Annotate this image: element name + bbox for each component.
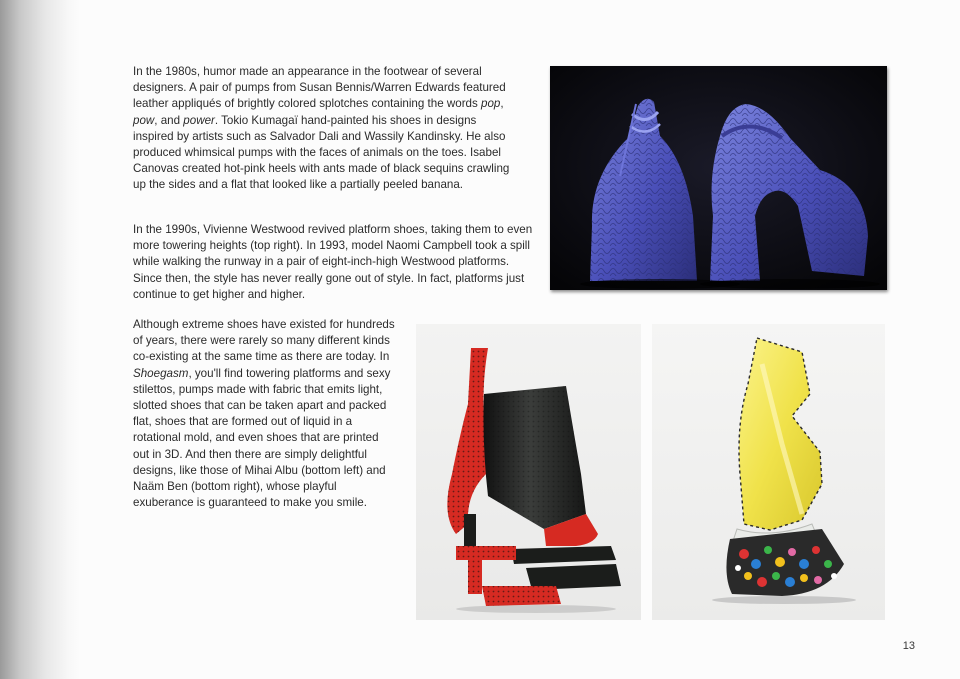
paragraph-extreme-shoes — [133, 317, 395, 511]
italic-text: power — [183, 113, 215, 127]
paragraph-1980s — [133, 64, 513, 194]
italic-text: pop — [481, 97, 501, 111]
text-run: , and — [154, 113, 184, 127]
text-run: . Tokio Kumagaï hand-painted his shoes in designs inspired by artists such as Salvador Dali and Wassily Kandinsky. He also produced whimsical pumps with the faces of animals on the toes. Isabel Canovas created hot-pink heels with ants made of black sequins crawling up the sides and a flat that looked like a partially peeled banana. — [133, 113, 510, 192]
text-run: , you'll find towering platforms and sexy stilettos, pumps made with fabric that emits light, slotted shoes that can be taken apart and packed flat, shoes that are formed out of liquid in a rotational mold, and even shoes that are printed out in 3D. And then there are simply delightful designs, like those of Mihai Albu (bottom left) and Naäm Ben (bottom right), whose playful exuberance is guaranteed to make you smile. — [133, 366, 391, 510]
italic-text: pow — [133, 113, 155, 127]
book-gutter-shadow — [0, 0, 80, 679]
blue-platform-shoes-illustration — [550, 66, 887, 290]
text-run: In the 1980s, humor made an appearance in the footwear of several designers. A pair of pumps from Susan Bennis/Warren Edwards featured leather appliqués of brightly colored splotches containing the words — [133, 65, 506, 111]
photo-yellow-toy-wedge — [652, 324, 885, 620]
photo-blue-platform-shoes — [550, 66, 887, 290]
paragraph-1990s — [133, 222, 533, 303]
text-run: Although extreme shoes have existed for hundreds of years, there were rarely so many different kinds co-existing at the same time as there are today. In — [133, 318, 395, 364]
yellow-toy-wedge-illustration — [652, 324, 885, 620]
text-run: In the 1990s, Vivienne Westwood revived platform shoes, taking them to even more towering heights (top right). In 1993, model Naomi Campbell took a spill while walking the runway in a pair of eight-inch-high Westwood platforms. Since then, the style has never really gone out of style. In fact, platforms just continue to get higher and higher. — [133, 223, 533, 301]
page-number: 13 — [902, 640, 915, 652]
red-black-boot-illustration — [416, 324, 641, 620]
text-run: , — [500, 97, 504, 111]
italic-text: Shoegasm — [133, 366, 189, 380]
photo-red-black-boot — [416, 324, 641, 620]
